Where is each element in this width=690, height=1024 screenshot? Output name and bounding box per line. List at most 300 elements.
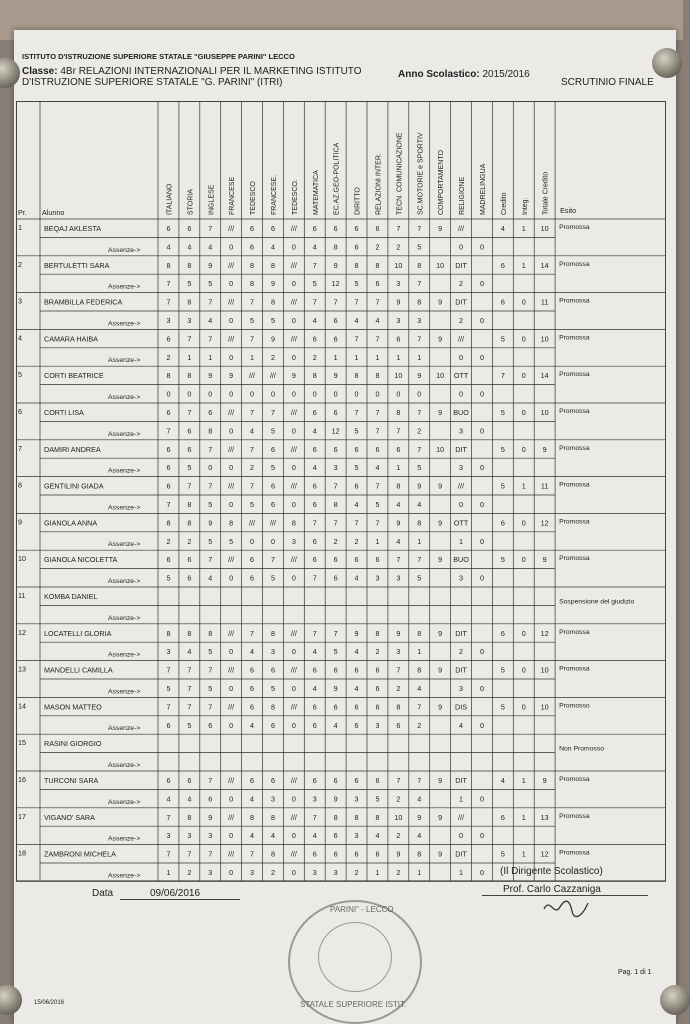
absence-cell: 0 — [396, 389, 401, 399]
grade-cell: 8 — [375, 628, 380, 638]
absence-cell: 4 — [187, 647, 192, 657]
grade-cell: 9 — [333, 260, 338, 270]
absence-cell: 2 — [459, 316, 464, 325]
grade-cell: 7 — [354, 334, 359, 344]
grade-cell: 0 — [521, 665, 526, 675]
absence-cell: 0 — [250, 389, 255, 399]
absence-cell: 5 — [270, 463, 275, 473]
grade-cell: 6 — [333, 702, 338, 712]
date-value: 09/06/2016 — [150, 888, 201, 899]
absence-cell: 5 — [354, 279, 359, 289]
grade-cell: 6 — [187, 224, 192, 233]
grade-cell: 6 — [208, 408, 213, 417]
student-number: 17 — [18, 811, 26, 821]
absence-cell: 1 — [375, 352, 380, 362]
absence-cell: 0 — [479, 868, 484, 877]
absences-label: Assenze-> — [108, 688, 141, 696]
student-number: 5 — [18, 370, 22, 380]
absence-cell: 6 — [187, 573, 192, 583]
absence-cell: 9 — [333, 794, 338, 804]
absence-cell: 0 — [291, 352, 296, 362]
grade-cell: 9 — [438, 849, 443, 859]
grade-cell: 6 — [166, 444, 171, 454]
grade-cell: /// — [269, 371, 276, 381]
absence-cell: 3 — [375, 573, 380, 583]
absence-cell: 3 — [291, 536, 296, 546]
grade-cell: BUO — [453, 555, 469, 565]
grade-cell: 10 — [540, 224, 549, 233]
grade-cell: 1 — [521, 481, 526, 491]
absence-cell: 1 — [333, 352, 338, 362]
grade-cell: /// — [458, 334, 465, 344]
absence-cell: 4 — [354, 573, 359, 583]
student-name: CORTI BEATRICE — [44, 371, 104, 381]
grade-cell: /// — [290, 628, 297, 638]
absence-cell: 3 — [333, 463, 338, 473]
year-label: Anno Scolastico: — [398, 69, 480, 80]
absence-cell: 4 — [396, 500, 401, 509]
grade-cell: 7 — [208, 297, 213, 307]
subject-header: INGLESE — [208, 184, 216, 215]
grade-cell: 5 — [500, 555, 505, 565]
absence-cell: 6 — [187, 426, 192, 436]
absence-cell: 5 — [166, 684, 171, 693]
grade-cell: DIT — [455, 444, 467, 454]
absence-cell: 1 — [187, 352, 192, 362]
grade-cell: 14 — [540, 371, 549, 381]
grade-cell: 10 — [540, 408, 549, 417]
absence-cell: 1 — [417, 352, 422, 362]
absence-cell: 0 — [229, 573, 234, 583]
grade-cell: 4 — [500, 224, 505, 233]
subject-header: TECN. COMUNICAZIONE — [396, 132, 404, 215]
absence-cell: 7 — [166, 426, 171, 436]
absence-cell: 8 — [333, 500, 338, 509]
esito-value: Promossa — [559, 518, 590, 526]
absence-cell: 4 — [166, 794, 171, 804]
absence-cell: 2 — [459, 647, 464, 657]
grade-cell: 7 — [208, 555, 213, 565]
grade-cell: 7 — [208, 849, 213, 859]
absence-cell: 4 — [312, 831, 317, 841]
absence-cell: 6 — [312, 500, 317, 509]
grade-cell: 7 — [375, 481, 380, 491]
esito-value: Promossa — [559, 408, 590, 415]
absence-cell: 9 — [270, 279, 275, 289]
absences-label: Assenze-> — [108, 651, 141, 659]
grade-cell: 7 — [250, 334, 255, 344]
absence-cell: 0 — [229, 684, 234, 693]
principal-title: (Il Dirigente Scolastico) — [500, 866, 603, 877]
grade-cell: 7 — [250, 444, 255, 454]
absence-cell: 7 — [166, 279, 171, 289]
absence-cell: 2 — [187, 536, 192, 546]
grade-cell: /// — [228, 702, 235, 712]
grade-cell: 5 — [500, 408, 505, 417]
absence-cell: 4 — [333, 720, 338, 730]
absence-cell: 5 — [250, 316, 255, 325]
absence-cell: 0 — [459, 831, 464, 841]
absence-cell: 5 — [375, 794, 380, 804]
absence-cell: 3 — [312, 794, 317, 804]
grade-cell: 7 — [187, 702, 192, 712]
grade-cell: /// — [290, 849, 297, 859]
grade-cell: 7 — [208, 665, 213, 675]
grade-cell: 8 — [312, 371, 317, 381]
absence-cell: 0 — [229, 426, 234, 436]
absence-cell: 0 — [333, 389, 338, 399]
grade-cell: 7 — [166, 812, 171, 822]
absence-cell: 1 — [375, 536, 380, 546]
grade-cell: 8 — [417, 297, 422, 307]
grade-cell: 6 — [375, 849, 380, 859]
student-number: 16 — [18, 775, 26, 784]
absence-cell: 2 — [166, 536, 171, 546]
grade-cell: 8 — [187, 260, 192, 270]
principal-name: Prof. Carlo Cazzaniga — [503, 884, 601, 895]
absence-cell: 6 — [396, 720, 401, 730]
grade-cell: 7 — [417, 702, 422, 712]
absence-cell: 6 — [375, 279, 380, 289]
grade-cell: 6 — [500, 812, 505, 822]
absence-cell: 5 — [270, 573, 275, 583]
grade-cell: /// — [228, 555, 235, 565]
subject-header: RELIGIONE — [459, 176, 467, 215]
absence-cell: 2 — [375, 242, 380, 252]
absence-cell: 5 — [417, 463, 422, 473]
grade-cell: 9 — [396, 849, 401, 859]
grade-cell: 8 — [354, 260, 359, 270]
grade-cell: /// — [290, 776, 297, 785]
grade-cell: 7 — [187, 665, 192, 675]
absence-cell: 5 — [333, 647, 338, 657]
subject-header: TEDESCO — [250, 181, 258, 215]
absence-cell: 0 — [479, 316, 484, 325]
student-name: BERTULETTI SARA — [44, 260, 110, 270]
absence-cell: 2 — [187, 868, 192, 877]
absence-cell: 8 — [333, 242, 338, 252]
absences-label: Assenze-> — [108, 430, 141, 438]
grade-cell: 6 — [354, 702, 359, 712]
grade-cell: 0 — [521, 371, 526, 381]
grade-cell: 6 — [270, 444, 275, 454]
absence-cell: 0 — [479, 352, 484, 362]
grade-cell: 6 — [333, 849, 338, 859]
grade-cell: 8 — [375, 812, 380, 822]
absence-cell: 2 — [417, 720, 422, 730]
grade-cell: 7 — [396, 224, 401, 233]
absence-cell: 6 — [354, 242, 359, 252]
grade-cell: 9 — [396, 518, 401, 528]
grade-cell: 10 — [394, 260, 403, 270]
absence-cell: 4 — [250, 426, 255, 436]
grade-cell: 7 — [187, 408, 192, 417]
grade-cell: 6 — [270, 776, 275, 785]
grade-cell: 6 — [375, 702, 380, 712]
grade-cell: /// — [269, 518, 276, 528]
subject-header: DIRITTO — [354, 187, 362, 215]
grade-cell: 6 — [354, 665, 359, 675]
grade-cell: /// — [228, 297, 235, 307]
absence-cell: 0 — [229, 279, 234, 289]
absence-cell: 0 — [291, 389, 296, 399]
grade-cell: 8 — [417, 518, 422, 528]
grade-cell: 6 — [500, 628, 505, 638]
grade-cell: 7 — [208, 224, 213, 233]
esito-value: Promossa — [559, 555, 590, 563]
absence-cell: 12 — [331, 279, 340, 289]
grade-cell: 7 — [333, 297, 338, 307]
absence-cell: 5 — [270, 316, 275, 325]
absence-cell: 3 — [270, 647, 275, 657]
student-number: 6 — [18, 407, 22, 416]
grade-cell: 7 — [396, 665, 401, 675]
absence-cell: 0 — [229, 794, 234, 804]
grade-cell: 1 — [521, 849, 526, 859]
esito-value: Non Promosso — [559, 745, 605, 753]
grade-cell: 11 — [540, 481, 549, 491]
absence-cell: 6 — [333, 316, 338, 325]
absences-label: Assenze-> — [108, 357, 141, 365]
grade-cell: 7 — [208, 481, 213, 491]
grade-cell: 1 — [521, 776, 526, 785]
grade-cell: 9 — [270, 334, 275, 344]
grade-cell: 6 — [375, 776, 380, 785]
absence-cell: 0 — [479, 720, 484, 730]
grade-cell: 10 — [436, 260, 445, 270]
absence-cell: 0 — [479, 389, 484, 399]
absence-cell: 5 — [166, 573, 171, 583]
student-number: 12 — [18, 627, 26, 637]
grade-cell: DIT — [455, 628, 467, 638]
absence-cell: 0 — [479, 500, 484, 509]
grade-cell: 8 — [396, 702, 401, 712]
esito-value: Promossa — [559, 224, 590, 231]
grade-cell: 0 — [521, 334, 526, 344]
grade-cell: 7 — [354, 297, 359, 307]
student-name: KOMBA DANIEL — [44, 592, 98, 601]
grade-cell: 9 — [208, 371, 213, 381]
student-number: 1 — [18, 223, 22, 232]
grade-cell: 10 — [436, 444, 445, 454]
absence-cell: 3 — [417, 316, 422, 325]
grade-cell: 5 — [500, 334, 505, 344]
grade-cell: 10 — [394, 371, 403, 381]
grade-cell: 8 — [396, 481, 401, 491]
absence-cell: 2 — [396, 831, 401, 841]
grade-cell: /// — [228, 665, 235, 675]
grade-cell: 10 — [394, 812, 403, 822]
absence-cell: 3 — [166, 831, 171, 841]
absence-cell: 6 — [354, 720, 359, 730]
student-name: GIANOLA NICOLETTA — [44, 555, 118, 565]
absence-cell: 0 — [291, 684, 296, 693]
scrutinio-label: SCRUTINIO FINALE — [561, 77, 654, 88]
absence-cell: 2 — [354, 536, 359, 546]
absence-cell: 3 — [250, 868, 255, 877]
grade-cell: 8 — [270, 812, 275, 822]
grade-cell: 8 — [291, 518, 296, 528]
grade-cell: /// — [290, 297, 297, 307]
student-number: 8 — [18, 480, 22, 490]
grade-cell: 6 — [500, 297, 505, 307]
absence-cell: 4 — [270, 831, 275, 841]
absence-cell: 0 — [291, 720, 296, 730]
esito-value: Promossa — [559, 665, 590, 673]
grade-cell: 7 — [187, 481, 192, 491]
absence-cell: 4 — [208, 316, 213, 325]
grade-cell: 8 — [187, 812, 192, 822]
absence-cell: 2 — [270, 868, 275, 877]
grade-cell: 9 — [438, 628, 443, 638]
student-name: ZAMBRONI MICHELA — [44, 849, 116, 859]
grade-cell: 6 — [312, 408, 317, 417]
grade-cell: 5 — [500, 665, 505, 675]
grade-cell: /// — [290, 408, 297, 417]
absences-label: Assenze-> — [108, 541, 141, 549]
grade-cell: /// — [290, 812, 297, 822]
grade-cell: 6 — [166, 224, 171, 233]
absence-cell: 6 — [250, 684, 255, 693]
absence-cell: 0 — [459, 389, 464, 399]
grade-cell: 8 — [270, 628, 275, 638]
absence-cell: 4 — [270, 242, 275, 252]
grade-cell: OTT — [453, 371, 469, 381]
absence-cell: 0 — [291, 242, 296, 252]
absences-label: Assenze-> — [108, 504, 141, 512]
absence-cell: 6 — [250, 242, 255, 252]
absence-cell: 0 — [291, 868, 296, 877]
absence-cell: 0 — [479, 573, 484, 583]
student-name: CAMARA HAIBA — [44, 334, 98, 344]
absence-cell: 1 — [459, 868, 464, 877]
absence-cell: 1 — [459, 794, 464, 804]
grade-cell: 9 — [417, 812, 422, 822]
absence-cell: 0 — [229, 463, 234, 473]
esito-value: Promossa — [559, 628, 590, 636]
absence-cell: 4 — [208, 573, 213, 583]
absences-label: Assenze-> — [108, 246, 141, 254]
grade-cell: 13 — [540, 812, 549, 822]
absence-cell: 7 — [187, 684, 192, 693]
absence-cell: 0 — [291, 463, 296, 473]
absence-cell: 4 — [187, 794, 192, 804]
absence-cell: 0 — [291, 500, 296, 509]
grade-cell: 6 — [354, 224, 359, 233]
absence-cell: 3 — [187, 831, 192, 841]
grade-cell: 9 — [542, 444, 547, 454]
absences-label: Assenze-> — [108, 872, 141, 880]
absence-cell: 3 — [375, 720, 380, 730]
grade-cell: 12 — [540, 628, 549, 638]
absence-cell: 0 — [479, 242, 484, 252]
grade-cell: 6 — [187, 776, 192, 785]
grade-cell: 7 — [270, 555, 275, 565]
esito-value: Promossa — [559, 849, 590, 857]
grade-cell: /// — [458, 481, 465, 491]
student-name: MANDELLI CAMILLA — [44, 665, 113, 675]
grade-cell: OTT — [453, 518, 469, 528]
grade-cell: 6 — [333, 408, 338, 417]
absence-cell: 5 — [312, 279, 317, 289]
grade-cell: 7 — [312, 297, 317, 307]
grade-cell: 6 — [250, 224, 255, 233]
grade-cell: 6 — [375, 665, 380, 675]
grade-cell: 0 — [521, 628, 526, 638]
grade-cell: 8 — [187, 297, 192, 307]
grade-cell: 9 — [208, 260, 213, 270]
student-name: GIANOLA ANNA — [44, 518, 98, 528]
grade-cell: DIT — [455, 297, 467, 307]
grade-cell: DIS — [455, 702, 468, 712]
header-esito: Esito — [560, 206, 577, 215]
absence-cell: 4 — [375, 316, 380, 325]
grade-cell: 7 — [270, 408, 275, 417]
student-number: 14 — [18, 701, 26, 711]
grade-cell: 8 — [417, 260, 422, 270]
grade-cell: BUO — [453, 408, 469, 417]
grade-cell: 8 — [187, 518, 192, 528]
absence-cell: 0 — [250, 536, 255, 546]
absence-cell: 1 — [417, 536, 422, 546]
grade-cell: 7 — [500, 371, 505, 381]
student-number: 15 — [18, 738, 26, 748]
absence-cell: 0 — [479, 684, 484, 693]
absence-cell: 0 — [270, 389, 275, 399]
grade-cell: 7 — [187, 334, 192, 344]
grade-cell: 10 — [540, 665, 549, 675]
grade-cell: 6 — [312, 849, 317, 859]
student-number: 9 — [18, 517, 22, 527]
subject-header: FRANCESE — [229, 176, 237, 215]
grade-cell: /// — [290, 665, 297, 675]
absence-cell: 6 — [270, 500, 275, 509]
absence-cell: 7 — [166, 500, 171, 509]
absence-cell: 0 — [459, 242, 464, 252]
grade-cell: 7 — [250, 849, 255, 859]
absence-cell: 1 — [396, 463, 401, 473]
absence-cell: 5 — [270, 426, 275, 436]
print-date: 15/06/2016 — [34, 1000, 65, 1006]
absence-cell: 0 — [229, 647, 234, 657]
absence-cell: 6 — [312, 536, 317, 546]
grade-cell: 6 — [166, 408, 171, 417]
absence-cell: 6 — [333, 573, 338, 583]
absence-cell: 5 — [375, 500, 380, 509]
absence-cell: 6 — [270, 720, 275, 730]
grade-cell: DIT — [455, 260, 467, 270]
grade-cell: 7 — [166, 297, 171, 307]
grade-cell: 6 — [312, 665, 317, 675]
grade-cell: 0 — [521, 518, 526, 528]
grade-cell: 5 — [500, 481, 505, 491]
grade-cell: 6 — [333, 665, 338, 675]
absence-cell: 5 — [208, 647, 213, 657]
absence-cell: 0 — [229, 720, 234, 730]
absence-cell: 2 — [459, 279, 464, 289]
class-value: 4Br RELAZIONI INTERNAZIONALI PER IL MARKETING ISTITUTO D'ISTRUZIONE SUPERIORE STATALE "G. PARINI" (ITRI) — [22, 66, 362, 88]
grade-cell: /// — [458, 812, 465, 822]
absence-cell: 6 — [208, 794, 213, 804]
grade-cell: 5 — [500, 849, 505, 859]
grade-cell: 7 — [417, 444, 422, 454]
grade-cell: 9 — [542, 776, 547, 785]
grade-cell: 6 — [333, 444, 338, 454]
grade-cell: 7 — [417, 408, 422, 417]
absence-cell: 0 — [459, 352, 464, 362]
absence-cell: 6 — [333, 831, 338, 841]
absence-cell: 0 — [417, 389, 422, 399]
